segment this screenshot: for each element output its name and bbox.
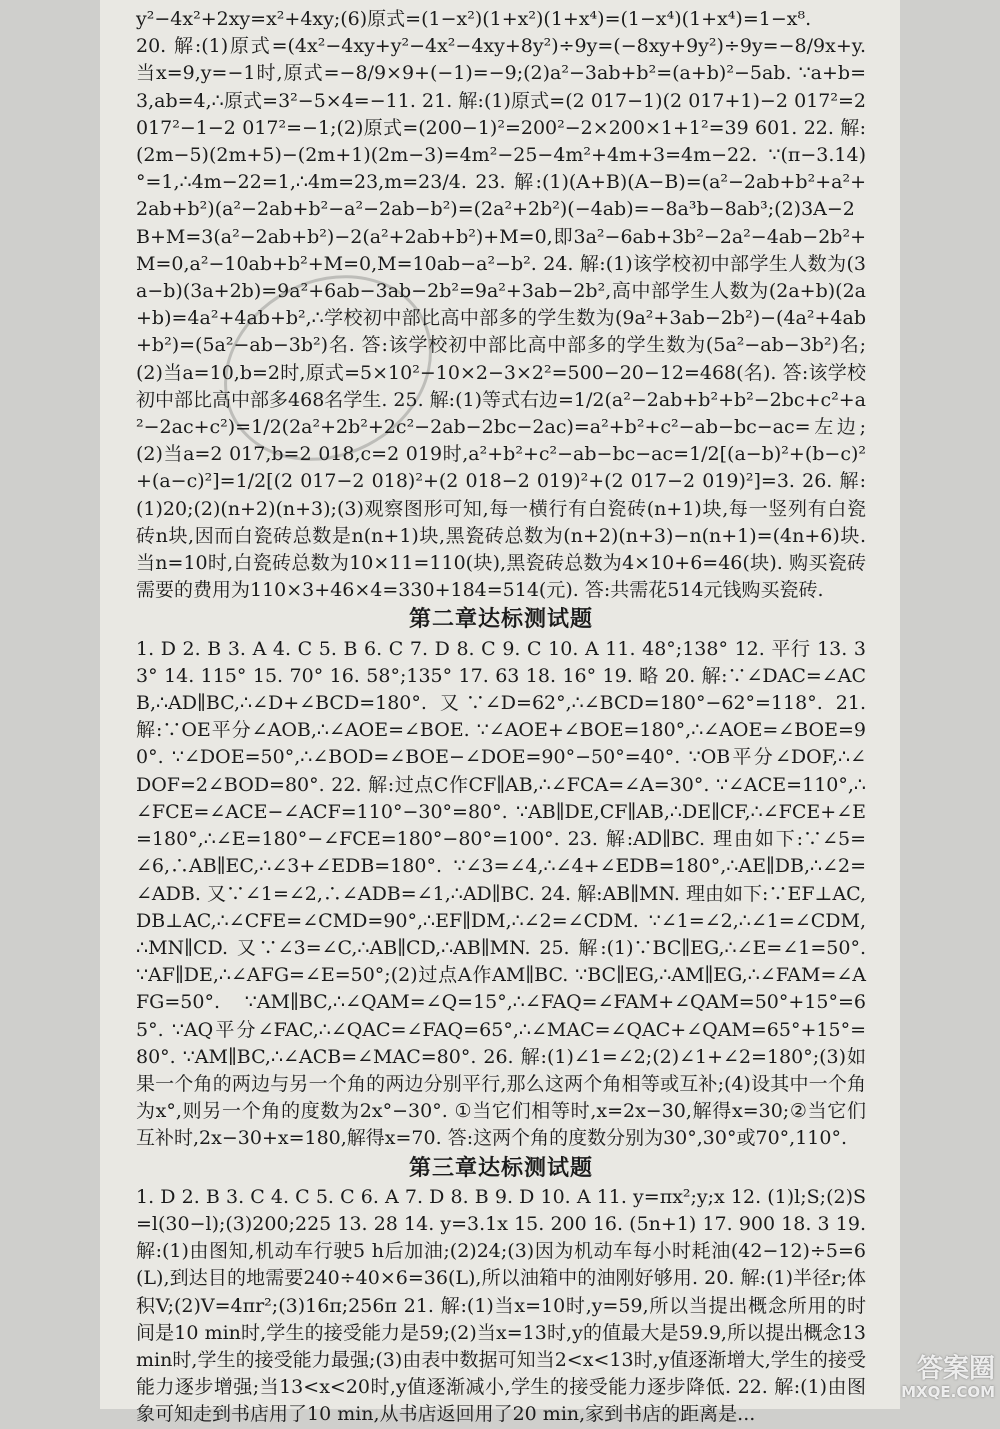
paragraph-1: y²−4x²+2xy=x²+4xy;(6)原式=(1−x²)(1+x²)(1+x⁴)=(1−x⁴)(1+x⁴)=1−x⁸.	[136, 8, 812, 30]
watermark-logo-text: 答案圈	[916, 1354, 995, 1384]
chapter-2-answers: 1. D 2. B 3. A 4. C 5. B 6. C 7. D 8. C 9. C 10. A 11. 48°;138° 12. 平行 13. 33° 14. 115° 15. 70° 16. 58°;135° 17. 63 18. 16° 19. 略 20. 解:∵∠DAC=∠ACB,∴AD∥BC,∴∠D+∠BCD=180°. 又∵∠D=62°,∴∠BCD=180°−62°=118°. 21. 解:∵OE平分∠AOB,∴∠AOE=∠BOE. ∵∠AOE+∠BOE=180°,∴∠AOE=∠BOE=90°. ∵∠DOE=50°,∴∠BOD=∠BOE−∠DOE=90°−50°=40°. ∵OB平分∠DOF,∴∠DOF=2∠BOD=80°. 22. 解:过点C作CF∥AB,∴∠FCA=∠A=30°. ∵∠ACE=110°,∴∠FCE=∠ACE−∠ACF=110°−30°=80°. ∵AB∥DE,CF∥AB,∴DE∥CF,∴∠FCE+∠E=180°,∴∠E=180°−∠FCE=180°−80°=100°. 23. 解:AD∥BC. 理由如下:∵∠5=∠6,∴AB∥EC,∴∠3+∠EDB=180°. ∵∠3=∠4,∴∠4+∠EDB=180°,∴AE∥DB,∴∠2=∠ADB. 又∵∠1=∠2,∴∠ADB=∠1,∴AD∥BC. 24. 解:AB∥MN. 理由如下:∵EF⊥AC,DB⊥AC,∴∠CFE=∠CMD=90°,∴EF∥DM,∴∠2=∠CDM. ∵∠1=∠2,∴∠1=∠CDM,∴MN∥CD. 又∵∠3=∠C,∴AB∥CD,∴AB∥MN. 25. 解:(1)∵BC∥EG,∴∠E=∠1=50°. ∵AF∥DE,∴∠AFG=∠E=50°;(2)过点A作AM∥BC. ∵BC∥EG,∴AM∥EG,∴∠FAM=∠AFG=50°. ∵AM∥BC,∴∠QAM=∠Q=15°,∴∠FAQ=∠FAM+∠QAM=50°+15°=65°. ∵AQ平分∠FAC,∴∠QAC=∠FAQ=65°,∴∠MAC=∠QAC+∠QAM=65°+15°=80°. ∵AM∥BC,∴∠ACB=∠MAC=80°. 26. 解:(1)∠1=∠2;(2)∠1+∠2=180°;(3)如果一个角的两边与另一个角的两边分别平行,那么这两个角相等或互补;(4)设其中一个角为x°,则另一个角的度数为2x°−30°. ①当它们相等时,x=2x−30,解得x=30;②当它们互补时,2x−30+x=180,解得x=70. 答:这两个角的度数分别为30°,30°或70°,110°.	[136, 637, 866, 1150]
chapter-3-heading: 第三章达标测试题	[408, 1155, 593, 1181]
chapter-3-answers: 1. D 2. B 3. C 4. C 5. C 6. A 7. D 8. B 9. D 10. A 11. y=πx²;y;x 12. (1)l;S;(2)S=l(30−l);(3)200;225 13. 28 14. y=3.1x 15. 200 16. (5n+1) 17. 900 18. 3 19. 解:(1)由图知,机动车行驶5 h后加油;(2)24;(3)因为机动车每小时耗油(42−12)÷5=6(L),到达目的地需要240÷40×6=36(L),所以油箱中的油刚好够用. 20. 解:(1)半径r;体积V;(2)V=4πr²;(3)16π;256π 21. 解:(1)当x=10时,y=59,所以当提出概念所用的时间是10 min时,学生的接受能力是59;(2)当x=13时,y的值最大是59.9,所以提出概念13 min时,学生的接受能力最强;(3)由表中数据可知当2<x<13时,y值逐渐增大,学生的接受能力逐步增强;当13<x<20时,y值逐渐减小,学生的接受能力逐步降低. 22. 解:(1)由图象可知走到书店用了10 min,从书店返回用了20 min,家到书店的距离是...	[136, 1185, 866, 1426]
watermark-url: MXQE.COM	[901, 1383, 995, 1401]
answer-page	[100, 0, 900, 1426]
chapter-2-heading: 第二章达标测试题	[408, 607, 593, 633]
paragraph-2: 20. 解:(1)原式=(4x²−4xy+y²−4x²−4xy+8y²)÷9y=(−8xy+9y²)÷9y=−8/9x+y. 当x=9,y=−1时,原式=−8/9×9+(−1)=−9;(2)a²−3ab+b²=(a+b)²−5ab. ∵a+b=3,ab=4,∴原式=3²−5×4=−11. 21. 解:(1)原式=(2 017−1)(2 017+1)−2 017²=2 017²−1−2 017²=−1;(2)原式=(200−1)²=200²−2×200×1+1²=39 601. 22. 解:(2m−5)(2m+5)−(2m+1)(2m−3)=4m²−25−4m²+4m+3=4m−22. ∵(π−3.14)°=1,∴4m−22=1,∴4m=23,m=23/4. 23. 解:(1)(A+B)(A−B)=(a²−2ab+b²+a²+2ab+b²)(a²−2ab+b²−a²−2ab−b²)=(2a²+2b²)(−4ab)=−8a³b−8ab³;(2)3A−2B+M=3(a²−2ab+b²)−2(a²+2ab+b²)+M=0,即3a²−6ab+3b²−2a²−4ab−2b²+M=0,a²−10ab+b²+M=0,M=10ab−a²−b². 24. 解:(1)该学校初中部学生人数为(3a−b)(3a+2b)=9a²+6ab−3ab−2b²=9a²+3ab−2b²,高中部学生人数为(2a+b)(2a+b)=4a²+4ab+b²,∴学校初中部比高中部多的学生数为(9a²+3ab−2b²)−(4a²+4ab+b²)=(5a²−ab−3b²)名. 答:该学校初中部比高中部多的学生数为(5a²−ab−3b²)名;(2)当a=10,b=2时,原式=5×10²−10×2−3×2²=500−20−12=468(名). 答:该学校初中部比高中部多468名学生. 25. 解:(1)等式右边=1/2(a²−2ab+b²+b²−2bc+c²+a²−2ac+c²)=1/2(2a²+2b²+2c²−2ab−2bc−2ac)=a²+b²+c²−ab−bc−ac=左边;(2)当a=2 017,b=2 018,c=2 019时,a²+b²+c²−ab−bc−ac=1/2[(a−b)²+(b−c)²+(a−c)²]=1/2[(2 017−2 018)²+(2 018−2 019)²+(2 017−2 019)²]=3. 26. 解:(1)20;(2)(n+2)(n+3);(3)观察图形可知,每一横行有白瓷砖(n+1)块,每一竖列有白瓷砖n块,因而白瓷砖总数是n(n+1)块,黑瓷砖总数为(n+2)(n+3)−n(n+1)=(4n+6)块. 当n=10时,白瓷砖总数为10×11=110(块),黑瓷砖总数为4×10+6=46(块). 购买瓷砖需要的费用为110×3+46×4=330+184=514(元). 答:共需花514元钱购买瓷砖.	[136, 35, 866, 602]
site-watermark	[890, 1355, 995, 1405]
answer-text	[136, 6, 866, 1429]
